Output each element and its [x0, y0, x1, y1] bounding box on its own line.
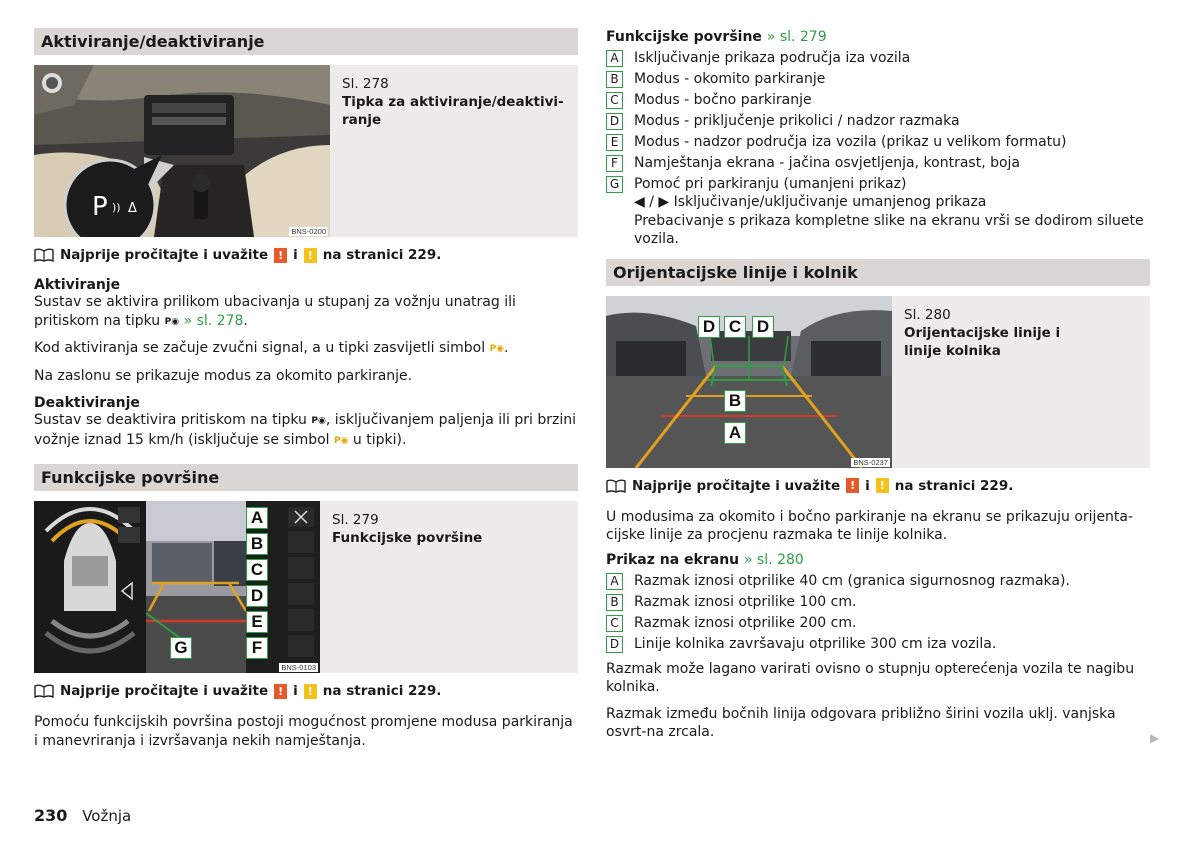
continue-arrow-icon: ▶ [1150, 731, 1160, 745]
label-E: E [246, 611, 268, 633]
figure-title: Orijentacijske linije i linije kolnika [904, 324, 1061, 359]
activation-heading: Aktiviranje [34, 277, 121, 293]
figure-279-image [34, 501, 320, 673]
figure-code: BNS-0237 [853, 457, 888, 467]
section-heading-function-surfaces: Funkcijske površine [34, 464, 578, 491]
chapter-title: Vožnja [82, 807, 132, 825]
figure-278 [34, 65, 578, 237]
note-conj: i [293, 683, 298, 699]
signal-paragraph: Kod aktiviranja se začuje zvučni signal, a u tipki zasvijetli simbol P◉. [34, 339, 578, 359]
book-icon [606, 479, 626, 493]
figure-title-line2: ranje [342, 112, 382, 128]
list-item: B Modus - okomito parkiranje [606, 70, 1150, 89]
label-A: A [724, 422, 746, 444]
display-paragraph: Na zaslonu se prikazuje modus za okomito parkiranje. [34, 367, 413, 384]
warning-icon: ! [846, 478, 859, 493]
note-text: Najprije pročitajte i uvažite [632, 477, 841, 494]
figure-caption [320, 501, 482, 673]
caution-icon: ! [304, 248, 317, 263]
figure-279 [34, 501, 578, 673]
activation-paragraph: Sustav se aktivira prilikom ubacivanja u stupanj za vožnju unatrag ili pritiskom na tipku P◉ » sl. 278. [34, 293, 578, 331]
note-page-ref: na stranici 229. [894, 477, 1014, 494]
figure-code: BNS-0103 [281, 663, 316, 672]
list-item: A Razmak iznosi otprilike 40 cm (granica sigurnosnog razmaka). [606, 572, 1150, 591]
section-heading-activation: Aktiviranje/deaktiviranje [34, 28, 578, 55]
note-text: Najprije pročitajte i uvažite [60, 247, 269, 263]
warning-icon: ! [274, 248, 287, 263]
book-icon [34, 248, 54, 262]
section-heading-orientation-lines: Orijentacijske linije i kolnik [606, 259, 1150, 286]
label-D: D [698, 316, 720, 338]
parking-button-symbol: P [92, 192, 108, 222]
list-item: C Razmak iznosi otprilike 200 cm. [606, 614, 1150, 633]
label-C: C [724, 316, 746, 338]
caution-icon: ! [304, 684, 317, 699]
right-column [606, 28, 1150, 742]
warning-icon: ! [274, 684, 287, 699]
figure-title: Funkcijske površine [332, 530, 483, 546]
note-conj: i [293, 247, 298, 263]
figure-title-line1: Tipka za aktiviranje/deaktivi- [342, 94, 564, 110]
page-number: 230 [34, 806, 68, 825]
width-paragraph: Razmak između bočnih linija odgovara približno širini vozila uklj. vanjska osvrt-na zrcala. [606, 705, 1116, 740]
parking-symbol-icon: P◉ [311, 416, 326, 426]
figure-ref-link[interactable]: » sl. 280 [744, 551, 804, 568]
label-C: C [246, 559, 268, 581]
list-item: E Modus - nadzor područja iza vozila (prikaz u velikom formatu) [606, 133, 1150, 152]
parking-symbol-lit-icon: P◉ [334, 435, 349, 446]
parking-symbol-icon: P◉ [164, 316, 180, 327]
left-column [34, 28, 578, 750]
distance-list [606, 572, 1150, 654]
list-item: D Linije kolnika završavaju otprilike 300 cm iza vozila. [606, 635, 1150, 654]
label-D: D [752, 316, 774, 338]
label-D: D [246, 585, 268, 607]
label-A: A [246, 507, 268, 529]
figure-278-image [34, 65, 330, 237]
display-heading: Prikaz na ekranu » sl. 280 [606, 551, 804, 568]
note-text: Najprije pročitajte i uvažite [60, 683, 269, 699]
label-F: F [246, 637, 268, 659]
figure-280-image [606, 296, 892, 468]
list-item: D Modus - priključenje prikolici / nadzor razmaka [606, 112, 1150, 131]
warning-note [34, 247, 578, 263]
list-item: G Pomoć pri parkiranju (umanjeni prikaz) ◀ / ▶ Isključivanje/uključivanje umanjenog prikaza Prebacivanje s prikaza kompletne slike na ekranu vrši se dodirom siluete vozila. [606, 175, 1150, 249]
figure-number: Sl. 278 [342, 76, 389, 92]
label-B: B [246, 533, 268, 555]
figure-ref-link[interactable]: » sl. 279 [766, 29, 827, 45]
svg-text:)): )) [112, 201, 121, 214]
figure-caption [330, 65, 564, 237]
figure-280 [606, 296, 1150, 468]
figure-ref-link[interactable]: » sl. 278 [183, 312, 244, 329]
note-conj: i [865, 477, 870, 494]
list-item: F Namještanja ekrana - jačina osvjetljenja, kontrast, boja [606, 154, 1150, 173]
note-page-ref: na stranici 229. [322, 247, 442, 263]
figure-number: Sl. 279 [332, 512, 379, 528]
rear-camera-illustration [606, 296, 892, 468]
book-icon [34, 684, 54, 698]
label-G: G [170, 637, 192, 659]
variation-paragraph: Razmak može lagano varirati ovisno o stupnju opterećenja vozila te nagibu kolnika. [606, 660, 1135, 695]
functions-heading: Funkcijske površine » sl. 279 [606, 29, 827, 45]
function-surfaces-paragraph: Pomoću funkcijskih površina postoji mogućnost promjene modusa parkiranja i manevriranja i izvršavanja nekih namještanja. [34, 714, 573, 749]
figure-code: BNS-0200 [291, 227, 326, 236]
deactivation-paragraph: Sustav se deaktivira pritiskom na tipku P◉, isključivanjem paljenja ili pri brzini vožnje iznad 15 km/h (isključuje se simbol P◉ u tipki). [34, 411, 578, 450]
page-footer [34, 806, 131, 825]
label-B: B [724, 390, 746, 412]
figure-caption [892, 296, 1094, 468]
car-interior-illustration [34, 65, 330, 237]
list-item: A Isključivanje prikaza područja iza vozila [606, 49, 1150, 68]
figure-number: Sl. 280 [904, 306, 951, 323]
parking-symbol-lit-icon: P◉ [489, 344, 505, 354]
functions-list [606, 49, 1150, 249]
note-page-ref: na stranici 229. [322, 683, 442, 699]
caution-icon: ! [876, 478, 889, 493]
orientation-intro: U modusima za okomito i bočno parkiranje na ekranu se prikazuju orijenta-cijske linije za procjenu razmaka te linije kolnika. [606, 508, 1134, 543]
svg-text:Δ: Δ [128, 201, 137, 216]
list-item: B Razmak iznosi otprilike 100 cm. [606, 593, 1150, 612]
warning-note [606, 478, 1150, 494]
warning-note [34, 683, 578, 699]
deactivation-heading: Deaktiviranje [34, 395, 140, 411]
list-item: C Modus - bočno parkiranje [606, 91, 1150, 110]
